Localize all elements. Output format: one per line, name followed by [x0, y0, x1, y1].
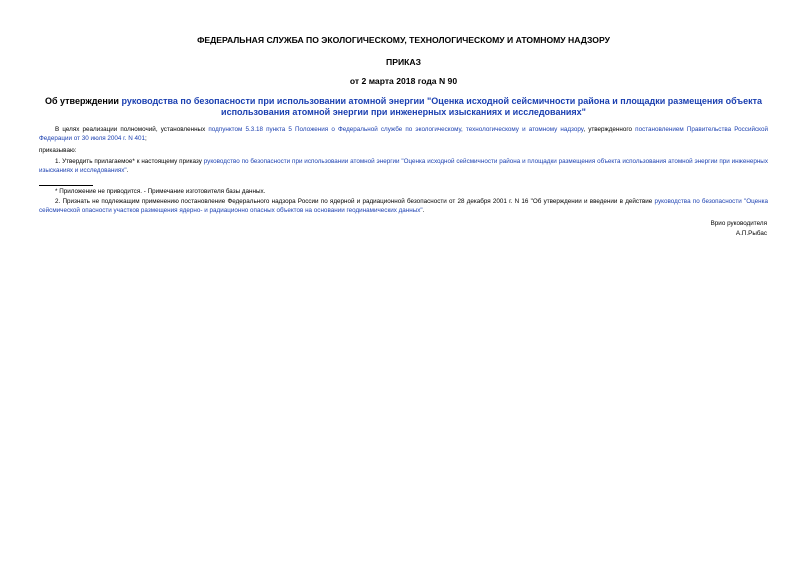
signature-name: А.П.Рыбас	[735, 230, 767, 237]
item-1-suffix: .	[126, 167, 129, 174]
document-date: от 2 марта 2018 года N 90	[349, 76, 458, 86]
footnote-divider	[39, 185, 93, 186]
footnote: * Приложение не приводится. - Примечание изготовителя базы данных.	[55, 188, 266, 195]
preamble-suffix: ;	[145, 135, 147, 142]
title-prefix: Об утверждении	[44, 96, 122, 106]
preamble-link-resolution[interactable]: постановлением Правительства Российской Федерации от 30 июля 2004 г. N 401	[39, 126, 768, 142]
preamble-link-regulation[interactable]: подпунктом 5.3.18 пункта 5 Положения о Федеральной службе по экологическому, технологическому и атомному надзору	[208, 126, 584, 133]
paragraph-preamble	[39, 125, 768, 143]
document-title	[36, 96, 771, 118]
signature-position: Врио руководителя	[710, 220, 767, 227]
agency-name: ФЕДЕРАЛЬНАЯ СЛУЖБА ПО ЭКОЛОГИЧЕСКОМУ, ТЕХНОЛОГИЧЕСКОМУ И АТОМНОМУ НАДЗОРУ	[197, 35, 610, 45]
item-1-link[interactable]: руководство по безопасности при использовании атомной энергии "Оценка исходной сейсмичности района и площадки размещения объекта использования атомной энергии при инженерных изысканиях и исследованиях"	[39, 158, 768, 174]
preamble-prefix: В целях реализации полномочий, установленных	[55, 126, 209, 133]
item-2-link[interactable]: руководства по безопасности "Оценка сейсмической опасности участков размещения ядерно- и радиационно опасных объектов на основании геодинамических данных"	[39, 198, 768, 214]
title-link[interactable]: руководства по безопасности при использовании атомной энергии "Оценка исходной сейсмичности района и площадки размещения объекта использования атомной энергии при инженерных изысканиях и исследованиях"	[121, 96, 763, 117]
item-1	[39, 157, 768, 175]
preamble-middle: , утвержденного	[583, 126, 636, 133]
order-word: приказываю:	[39, 147, 77, 154]
item-2	[39, 197, 768, 215]
item-2-prefix: 2. Признать не подлежащим применению постановление Федерального надзора России по ядерной и радиационной безопасности от 28 декабря 2001 г. N 16 "Об утверждении и введении в действие	[55, 198, 655, 205]
item-2-suffix: .	[422, 207, 425, 214]
document-type: ПРИКАЗ	[386, 57, 421, 67]
item-1-prefix: 1. Утвердить прилагаемое* к настоящему приказу	[55, 158, 204, 165]
